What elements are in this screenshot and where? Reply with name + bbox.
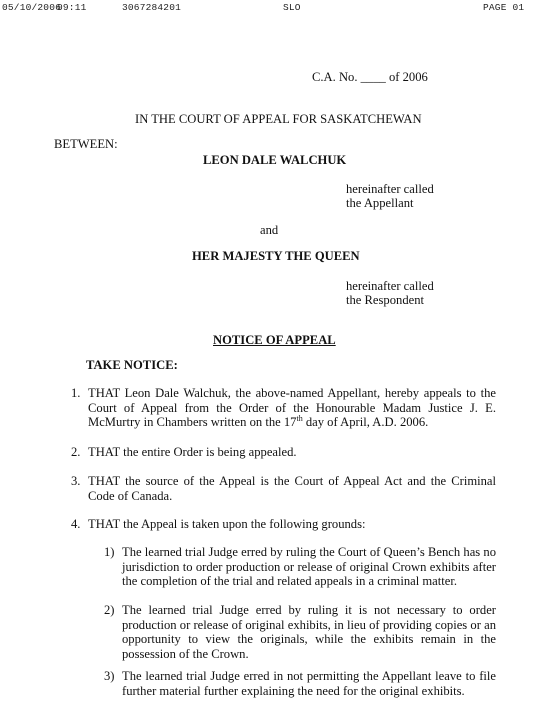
paragraph-text-part: THAT Leon Dale Walchuk, the above-named Appellant, hereby appeals to the Court of Appeal from the Order of the Honourable Madam Justice J. E. McMurtry in Chambers written on the 17 [88, 386, 496, 430]
fax-header [0, 2, 535, 16]
fax-phone: 3067284201 [122, 2, 182, 13]
ground-number: 2) [104, 603, 115, 617]
paragraph-4 [71, 517, 496, 533]
court-heading: IN THE COURT OF APPEAL FOR SASKATCHEWAN [135, 112, 422, 126]
ground-2 [104, 603, 496, 664]
respondent-role-line2: the Respondent [346, 293, 424, 307]
paragraph-text [88, 386, 496, 430]
ground-1 [104, 545, 496, 591]
appellant-role-line2: the Appellant [346, 196, 414, 210]
notice-title: NOTICE OF APPEAL [213, 333, 336, 347]
paragraph-text: THAT the entire Order is being appealed. [88, 445, 297, 459]
paragraph-text: THAT the source of the Appeal is the Court of Appeal Act and the Criminal Code of Canada. [88, 474, 496, 503]
fax-date: 05/10/2006 [2, 2, 62, 13]
take-notice: TAKE NOTICE: [86, 358, 178, 372]
fax-station: SLO [283, 2, 301, 13]
ground-text: The learned trial Judge erred by ruling the Court of Queen’s Bench has no jurisdiction to order production or release of original Crown exhibits after the completion of the trial and related appeals in a criminal matter. [122, 545, 496, 589]
paragraph-text-part: day of April, A.D. 2006. [302, 415, 429, 430]
fax-page: PAGE 01 [483, 2, 525, 13]
appellant-role-line1: hereinafter called [346, 182, 434, 196]
paragraph-number: 2. [71, 445, 81, 459]
ground-text: The learned trial Judge erred in not permitting the Appellant leave to file further material further explaining the need for the original exhibits. [122, 669, 496, 698]
case-number: C.A. No. ____ of 2006 [312, 70, 428, 84]
ground-3 [104, 669, 496, 700]
ground-text: The learned trial Judge erred by ruling it is not necessary to order production or release of original exhibits, in lieu of providing copies or an opportunity to view the originals, while the exhibits remain in the possession of the Crown. [122, 603, 496, 661]
superscript: th [296, 414, 303, 423]
paragraph-number: 3. [71, 474, 81, 488]
and-label: and [260, 223, 279, 237]
ground-number: 1) [104, 545, 115, 559]
fax-time: 09:11 [57, 2, 87, 13]
paragraph-2 [71, 445, 496, 461]
paragraph-1 [71, 386, 496, 432]
paragraph-3 [71, 474, 496, 505]
paragraph-number: 1. [71, 386, 81, 400]
respondent-role-line1: hereinafter called [346, 279, 434, 293]
between-label: BETWEEN: [54, 137, 118, 151]
paragraph-text: THAT the Appeal is taken upon the following grounds: [88, 517, 366, 531]
ground-number: 3) [104, 669, 115, 683]
paragraph-number: 4. [71, 517, 81, 531]
appellant-name: LEON DALE WALCHUK [203, 153, 347, 167]
respondent-name: HER MAJESTY THE QUEEN [192, 249, 360, 263]
